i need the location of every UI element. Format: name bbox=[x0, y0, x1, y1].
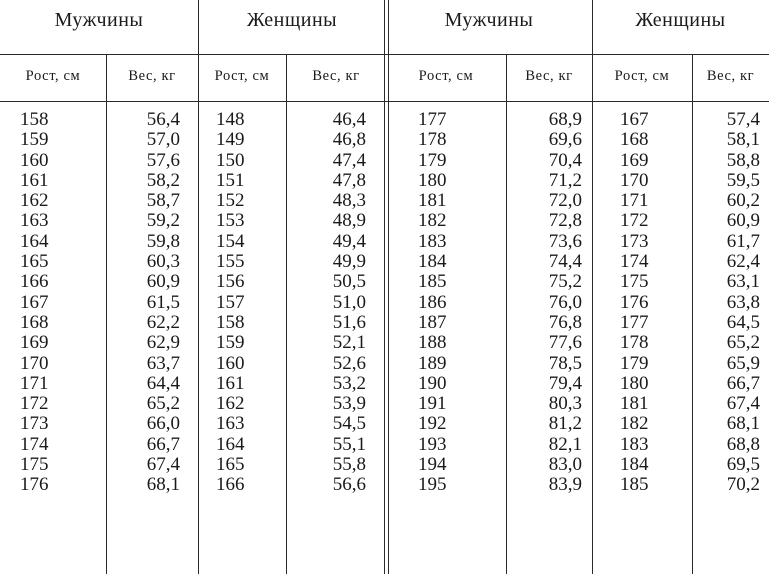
table-cell: 173 bbox=[20, 413, 49, 435]
table-cell: 55,8 bbox=[332, 454, 366, 476]
table-cell: 175 bbox=[620, 271, 649, 293]
table-cell: 65,9 bbox=[726, 352, 760, 374]
col-header-height-4: Рост, см bbox=[614, 68, 670, 84]
table-cell: 183 bbox=[620, 433, 649, 455]
table-cell: 175 bbox=[20, 454, 49, 476]
table-cell: 186 bbox=[418, 291, 447, 313]
table-cell: 166 bbox=[20, 271, 49, 293]
table-cell: 56,6 bbox=[332, 474, 366, 496]
table-cell: 149 bbox=[216, 129, 245, 151]
table-cell: 60,9 bbox=[726, 210, 760, 232]
table-cell: 60,9 bbox=[146, 271, 180, 293]
table-cell: 62,4 bbox=[726, 251, 760, 273]
table-cell: 70,4 bbox=[548, 149, 582, 171]
data-column-women-height-1 bbox=[216, 110, 276, 496]
table-cell: 178 bbox=[418, 129, 447, 151]
table-cell: 165 bbox=[20, 251, 49, 273]
table-cell: 54,5 bbox=[332, 413, 366, 435]
table-cell: 69,5 bbox=[726, 454, 760, 476]
table-cell: 70,2 bbox=[726, 474, 760, 496]
table-cell: 52,1 bbox=[332, 332, 366, 354]
table-cell: 63,7 bbox=[146, 352, 180, 374]
table-cell: 66,7 bbox=[146, 433, 180, 455]
table-cell: 177 bbox=[418, 109, 447, 130]
table-cell: 71,2 bbox=[548, 169, 582, 191]
table-cell: 65,2 bbox=[726, 332, 760, 354]
table-cell: 176 bbox=[20, 474, 49, 496]
table-cell: 179 bbox=[418, 149, 447, 171]
table-cell: 192 bbox=[418, 413, 447, 435]
table-cell: 68,1 bbox=[726, 413, 760, 435]
table-cell: 182 bbox=[620, 413, 649, 435]
table-cell: 61,7 bbox=[726, 230, 760, 252]
data-column-women-height-2 bbox=[620, 110, 680, 496]
table-cell: 183 bbox=[418, 230, 447, 252]
table-cell: 172 bbox=[620, 210, 649, 232]
table-cell: 78,5 bbox=[548, 352, 582, 374]
table-cell: 64,5 bbox=[726, 311, 760, 333]
data-column-men-weight-2 bbox=[512, 110, 582, 496]
table-cell: 160 bbox=[216, 352, 245, 374]
table-cell: 158 bbox=[216, 311, 245, 333]
table-cell: 185 bbox=[620, 474, 649, 496]
table-cell: 156 bbox=[216, 271, 245, 293]
table-cell: 47,4 bbox=[332, 149, 366, 171]
table-cell: 79,4 bbox=[548, 372, 582, 394]
table-cell: 158 bbox=[20, 109, 49, 130]
table-cell: 63,1 bbox=[726, 271, 760, 293]
table-cell: 155 bbox=[216, 251, 245, 273]
table-cell: 47,8 bbox=[332, 169, 366, 191]
table-cell: 150 bbox=[216, 149, 245, 171]
table-cell: 184 bbox=[620, 454, 649, 476]
table-cell: 62,9 bbox=[146, 332, 180, 354]
table-cell: 48,3 bbox=[332, 190, 366, 212]
table-cell: 60,3 bbox=[146, 251, 180, 273]
table-cell: 82,1 bbox=[548, 433, 582, 455]
table-cell: 171 bbox=[20, 372, 49, 394]
table-cell: 65,2 bbox=[146, 393, 180, 415]
table-cell: 69,6 bbox=[548, 129, 582, 151]
group-divider-1 bbox=[198, 0, 199, 574]
table-cell: 51,6 bbox=[332, 311, 366, 333]
table-cell: 179 bbox=[620, 352, 649, 374]
table-cell: 174 bbox=[20, 433, 49, 455]
data-column-women-weight-2 bbox=[690, 110, 760, 496]
table-cell: 169 bbox=[20, 332, 49, 354]
table-cell: 176 bbox=[620, 291, 649, 313]
block-divider-left bbox=[384, 0, 385, 574]
table-cell: 185 bbox=[418, 271, 447, 293]
table-cell: 68,1 bbox=[146, 474, 180, 496]
table-cell: 59,8 bbox=[146, 230, 180, 252]
table-cell: 188 bbox=[418, 332, 447, 354]
data-column-women-weight-1 bbox=[296, 110, 366, 496]
table-cell: 61,5 bbox=[146, 291, 180, 313]
table-cell: 53,9 bbox=[332, 393, 366, 415]
table-cell: 49,9 bbox=[332, 251, 366, 273]
table-cell: 151 bbox=[216, 169, 245, 191]
table-cell: 51,0 bbox=[332, 291, 366, 313]
table-cell: 63,8 bbox=[726, 291, 760, 313]
table-cell: 182 bbox=[418, 210, 447, 232]
table-cell: 162 bbox=[216, 393, 245, 415]
table-cell: 189 bbox=[418, 352, 447, 374]
table-cell: 57,6 bbox=[146, 149, 180, 171]
table-cell: 165 bbox=[216, 454, 245, 476]
table-cell: 74,4 bbox=[548, 251, 582, 273]
table-cell: 49,4 bbox=[332, 230, 366, 252]
column-divider-1 bbox=[106, 55, 107, 574]
table-cell: 157 bbox=[216, 291, 245, 313]
col-header-height-3: Рост, см bbox=[418, 68, 474, 84]
block-divider-right bbox=[388, 0, 389, 574]
data-column-men-height-1 bbox=[20, 110, 90, 496]
table-cell: 58,1 bbox=[726, 129, 760, 151]
table-cell: 164 bbox=[216, 433, 245, 455]
column-divider-2 bbox=[286, 55, 287, 574]
table-cell: 163 bbox=[216, 413, 245, 435]
table-cell: 181 bbox=[418, 190, 447, 212]
table-cell: 166 bbox=[216, 474, 245, 496]
table-cell: 59,2 bbox=[146, 210, 180, 232]
table-cell: 153 bbox=[216, 210, 245, 232]
table-cell: 52,6 bbox=[332, 352, 366, 374]
table-cell: 174 bbox=[620, 251, 649, 273]
table-cell: 167 bbox=[620, 109, 649, 130]
table-cell: 170 bbox=[20, 352, 49, 374]
table-cell: 56,4 bbox=[146, 109, 180, 130]
table-cell: 190 bbox=[418, 372, 447, 394]
table-cell: 64,4 bbox=[146, 372, 180, 394]
table-cell: 152 bbox=[216, 190, 245, 212]
table-cell: 177 bbox=[620, 311, 649, 333]
table-cell: 80,3 bbox=[548, 393, 582, 415]
table-cell: 162 bbox=[20, 190, 49, 212]
column-divider-4 bbox=[692, 55, 693, 574]
table-cell: 167 bbox=[20, 291, 49, 313]
table-cell: 57,0 bbox=[146, 129, 180, 151]
col-header-weight-4: Вес, кг bbox=[706, 68, 755, 84]
table-cell: 163 bbox=[20, 210, 49, 232]
table-cell: 46,4 bbox=[332, 109, 366, 130]
table-cell: 161 bbox=[20, 169, 49, 191]
group-divider-2 bbox=[592, 0, 593, 574]
table-cell: 72,8 bbox=[548, 210, 582, 232]
table-cell: 161 bbox=[216, 372, 245, 394]
group-header-men-1: Мужчины bbox=[54, 9, 144, 31]
table-cell: 83,9 bbox=[548, 474, 582, 496]
table-cell: 168 bbox=[20, 311, 49, 333]
table-cell: 193 bbox=[418, 433, 447, 455]
table-cell: 173 bbox=[620, 230, 649, 252]
table-cell: 154 bbox=[216, 230, 245, 252]
table-cell: 53,2 bbox=[332, 372, 366, 394]
col-header-height-2: Рост, см bbox=[214, 68, 270, 84]
col-header-height-1: Рост, см bbox=[25, 68, 81, 84]
table-cell: 62,2 bbox=[146, 311, 180, 333]
table-cell: 68,9 bbox=[548, 109, 582, 130]
table-cell: 180 bbox=[620, 372, 649, 394]
table-cell: 81,2 bbox=[548, 413, 582, 435]
table-cell: 169 bbox=[620, 149, 649, 171]
data-column-men-weight-1 bbox=[110, 110, 180, 496]
column-divider-3 bbox=[506, 55, 507, 574]
group-header-women-2: Женщины bbox=[635, 9, 726, 31]
table-cell: 171 bbox=[620, 190, 649, 212]
table-cell: 66,0 bbox=[146, 413, 180, 435]
table-cell: 46,8 bbox=[332, 129, 366, 151]
table-cell: 67,4 bbox=[146, 454, 180, 476]
table-cell: 57,4 bbox=[726, 109, 760, 130]
table-cell: 170 bbox=[620, 169, 649, 191]
table-cell: 59,5 bbox=[726, 169, 760, 191]
table-cell: 178 bbox=[620, 332, 649, 354]
table-cell: 75,2 bbox=[548, 271, 582, 293]
table-cell: 60,2 bbox=[726, 190, 760, 212]
table-cell: 191 bbox=[418, 393, 447, 415]
table-cell: 160 bbox=[20, 149, 49, 171]
table-cell: 76,8 bbox=[548, 311, 582, 333]
table-cell: 172 bbox=[20, 393, 49, 415]
table-cell: 76,0 bbox=[548, 291, 582, 313]
table-cell: 55,1 bbox=[332, 433, 366, 455]
col-header-weight-1: Вес, кг bbox=[128, 68, 176, 84]
table-cell: 73,6 bbox=[548, 230, 582, 252]
table-cell: 58,2 bbox=[146, 169, 180, 191]
table-cell: 184 bbox=[418, 251, 447, 273]
group-header-women-1: Женщины bbox=[246, 9, 338, 31]
table-cell: 180 bbox=[418, 169, 447, 191]
table-cell: 83,0 bbox=[548, 454, 582, 476]
table-cell: 58,7 bbox=[146, 190, 180, 212]
table-cell: 187 bbox=[418, 311, 447, 333]
table-cell: 77,6 bbox=[548, 332, 582, 354]
table-cell: 58,8 bbox=[726, 149, 760, 171]
group-header-men-2: Мужчины bbox=[444, 9, 534, 31]
table-cell: 67,4 bbox=[726, 393, 760, 415]
data-column-men-height-2 bbox=[418, 110, 478, 496]
col-header-weight-3: Вес, кг bbox=[525, 68, 573, 84]
table-cell: 194 bbox=[418, 454, 447, 476]
table-cell: 50,5 bbox=[332, 271, 366, 293]
table-cell: 148 bbox=[216, 109, 245, 130]
table-cell: 181 bbox=[620, 393, 649, 415]
table-cell: 66,7 bbox=[726, 372, 760, 394]
table-cell: 68,8 bbox=[726, 433, 760, 455]
table-cell: 72,0 bbox=[548, 190, 582, 212]
table-cell: 168 bbox=[620, 129, 649, 151]
table-cell: 159 bbox=[20, 129, 49, 151]
table-cell: 164 bbox=[20, 230, 49, 252]
table-cell: 159 bbox=[216, 332, 245, 354]
table-cell: 195 bbox=[418, 474, 447, 496]
col-header-weight-2: Вес, кг bbox=[312, 68, 360, 84]
table-cell: 48,9 bbox=[332, 210, 366, 232]
